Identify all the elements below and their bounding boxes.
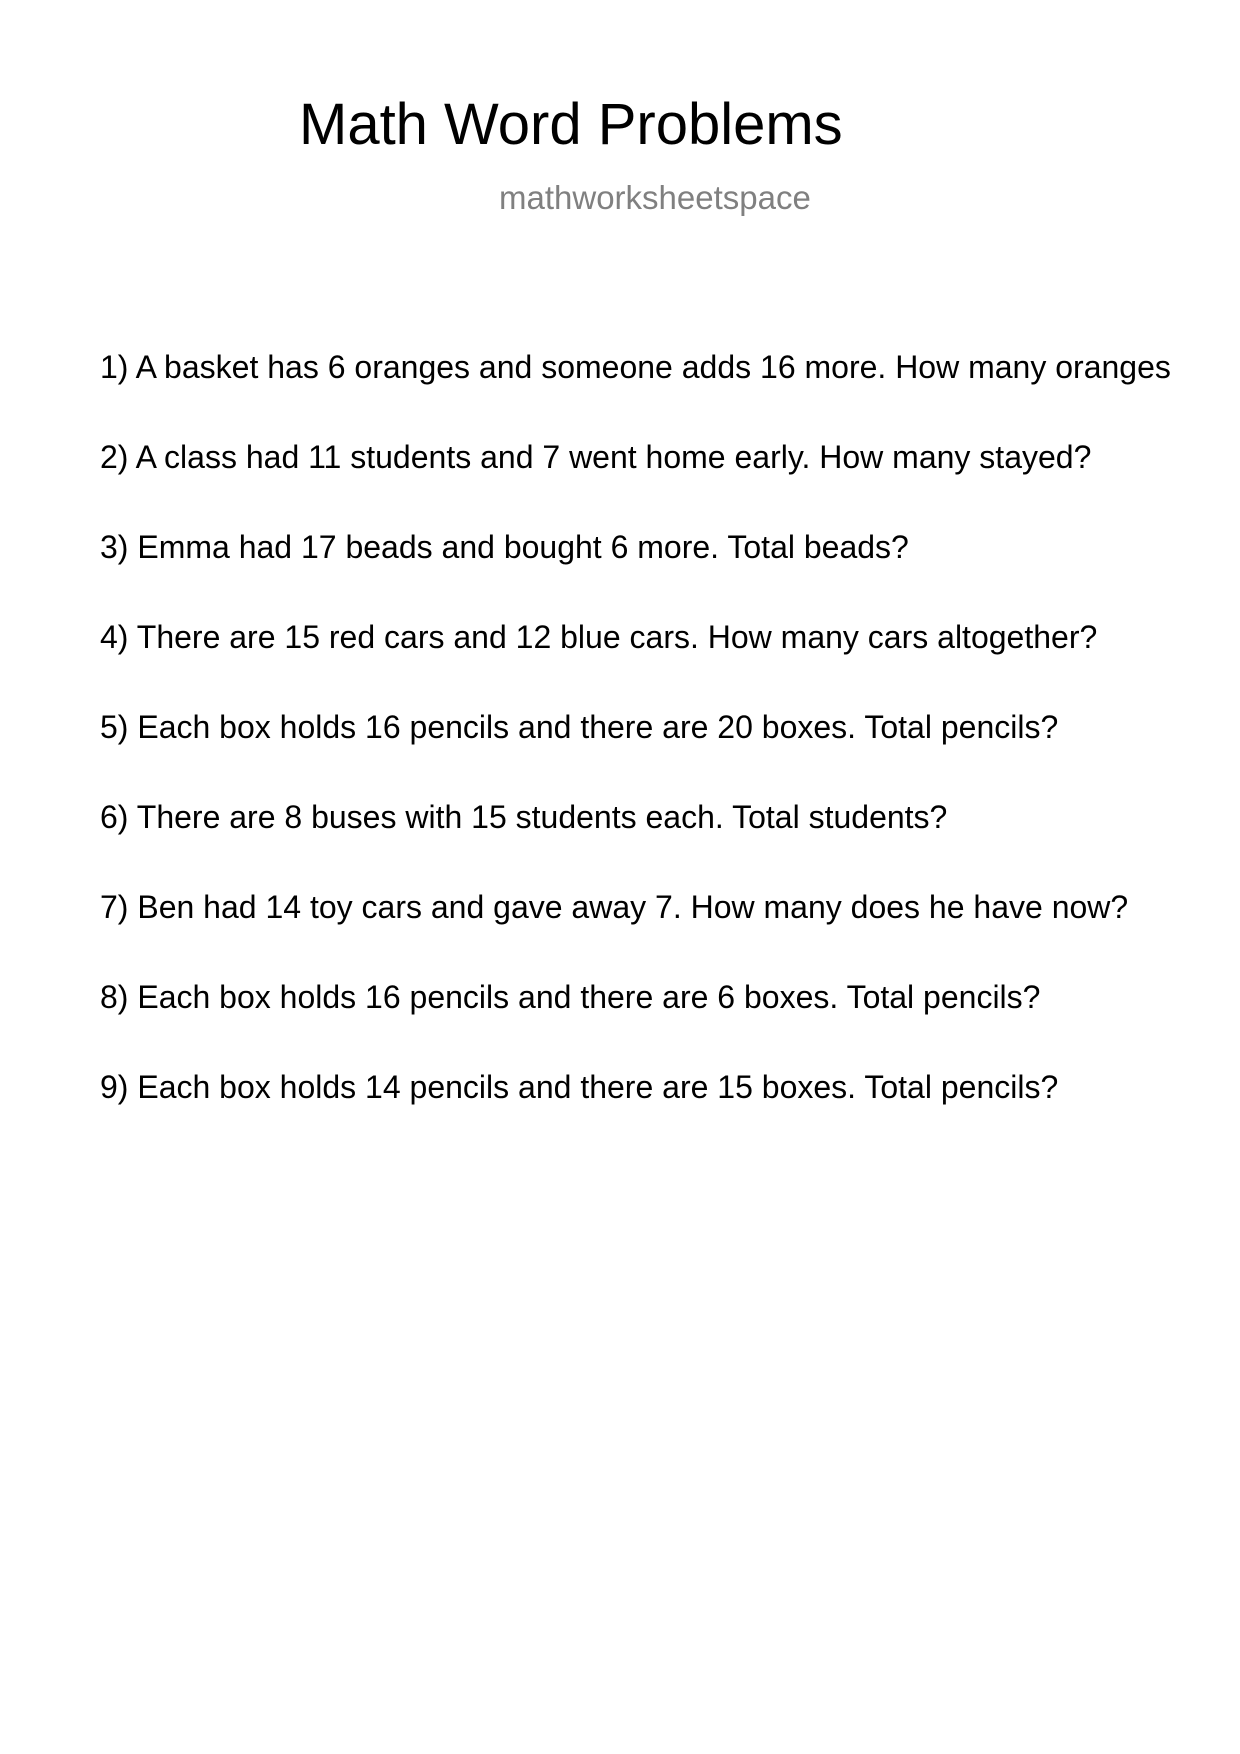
problem-item: 4) There are 15 red cars and 12 blue cars. How many cars altogether? bbox=[100, 619, 1098, 655]
problem-item: 5) Each box holds 16 pencils and there are 20 boxes. Total pencils? bbox=[100, 709, 1059, 745]
problem-item: 6) There are 8 buses with 15 students each. Total students? bbox=[100, 799, 948, 835]
worksheet-source: mathworksheetspace bbox=[499, 179, 811, 216]
worksheet-title: Math Word Problems bbox=[299, 92, 843, 157]
problem-item: 1) A basket has 6 oranges and someone adds 16 more. How many oranges bbox=[100, 349, 1171, 385]
problem-item: 7) Ben had 14 toy cars and gave away 7. How many does he have now? bbox=[100, 889, 1129, 925]
problem-list bbox=[100, 347, 1240, 1157]
problem-item: 8) Each box holds 16 pencils and there are 6 boxes. Total pencils? bbox=[100, 979, 1041, 1015]
problem-item: 2) A class had 11 students and 7 went home early. How many stayed? bbox=[100, 439, 1092, 475]
problem-item: 9) Each box holds 14 pencils and there are 15 boxes. Total pencils? bbox=[100, 1069, 1059, 1105]
problem-item: 3) Emma had 17 beads and bought 6 more. Total beads? bbox=[100, 529, 909, 565]
